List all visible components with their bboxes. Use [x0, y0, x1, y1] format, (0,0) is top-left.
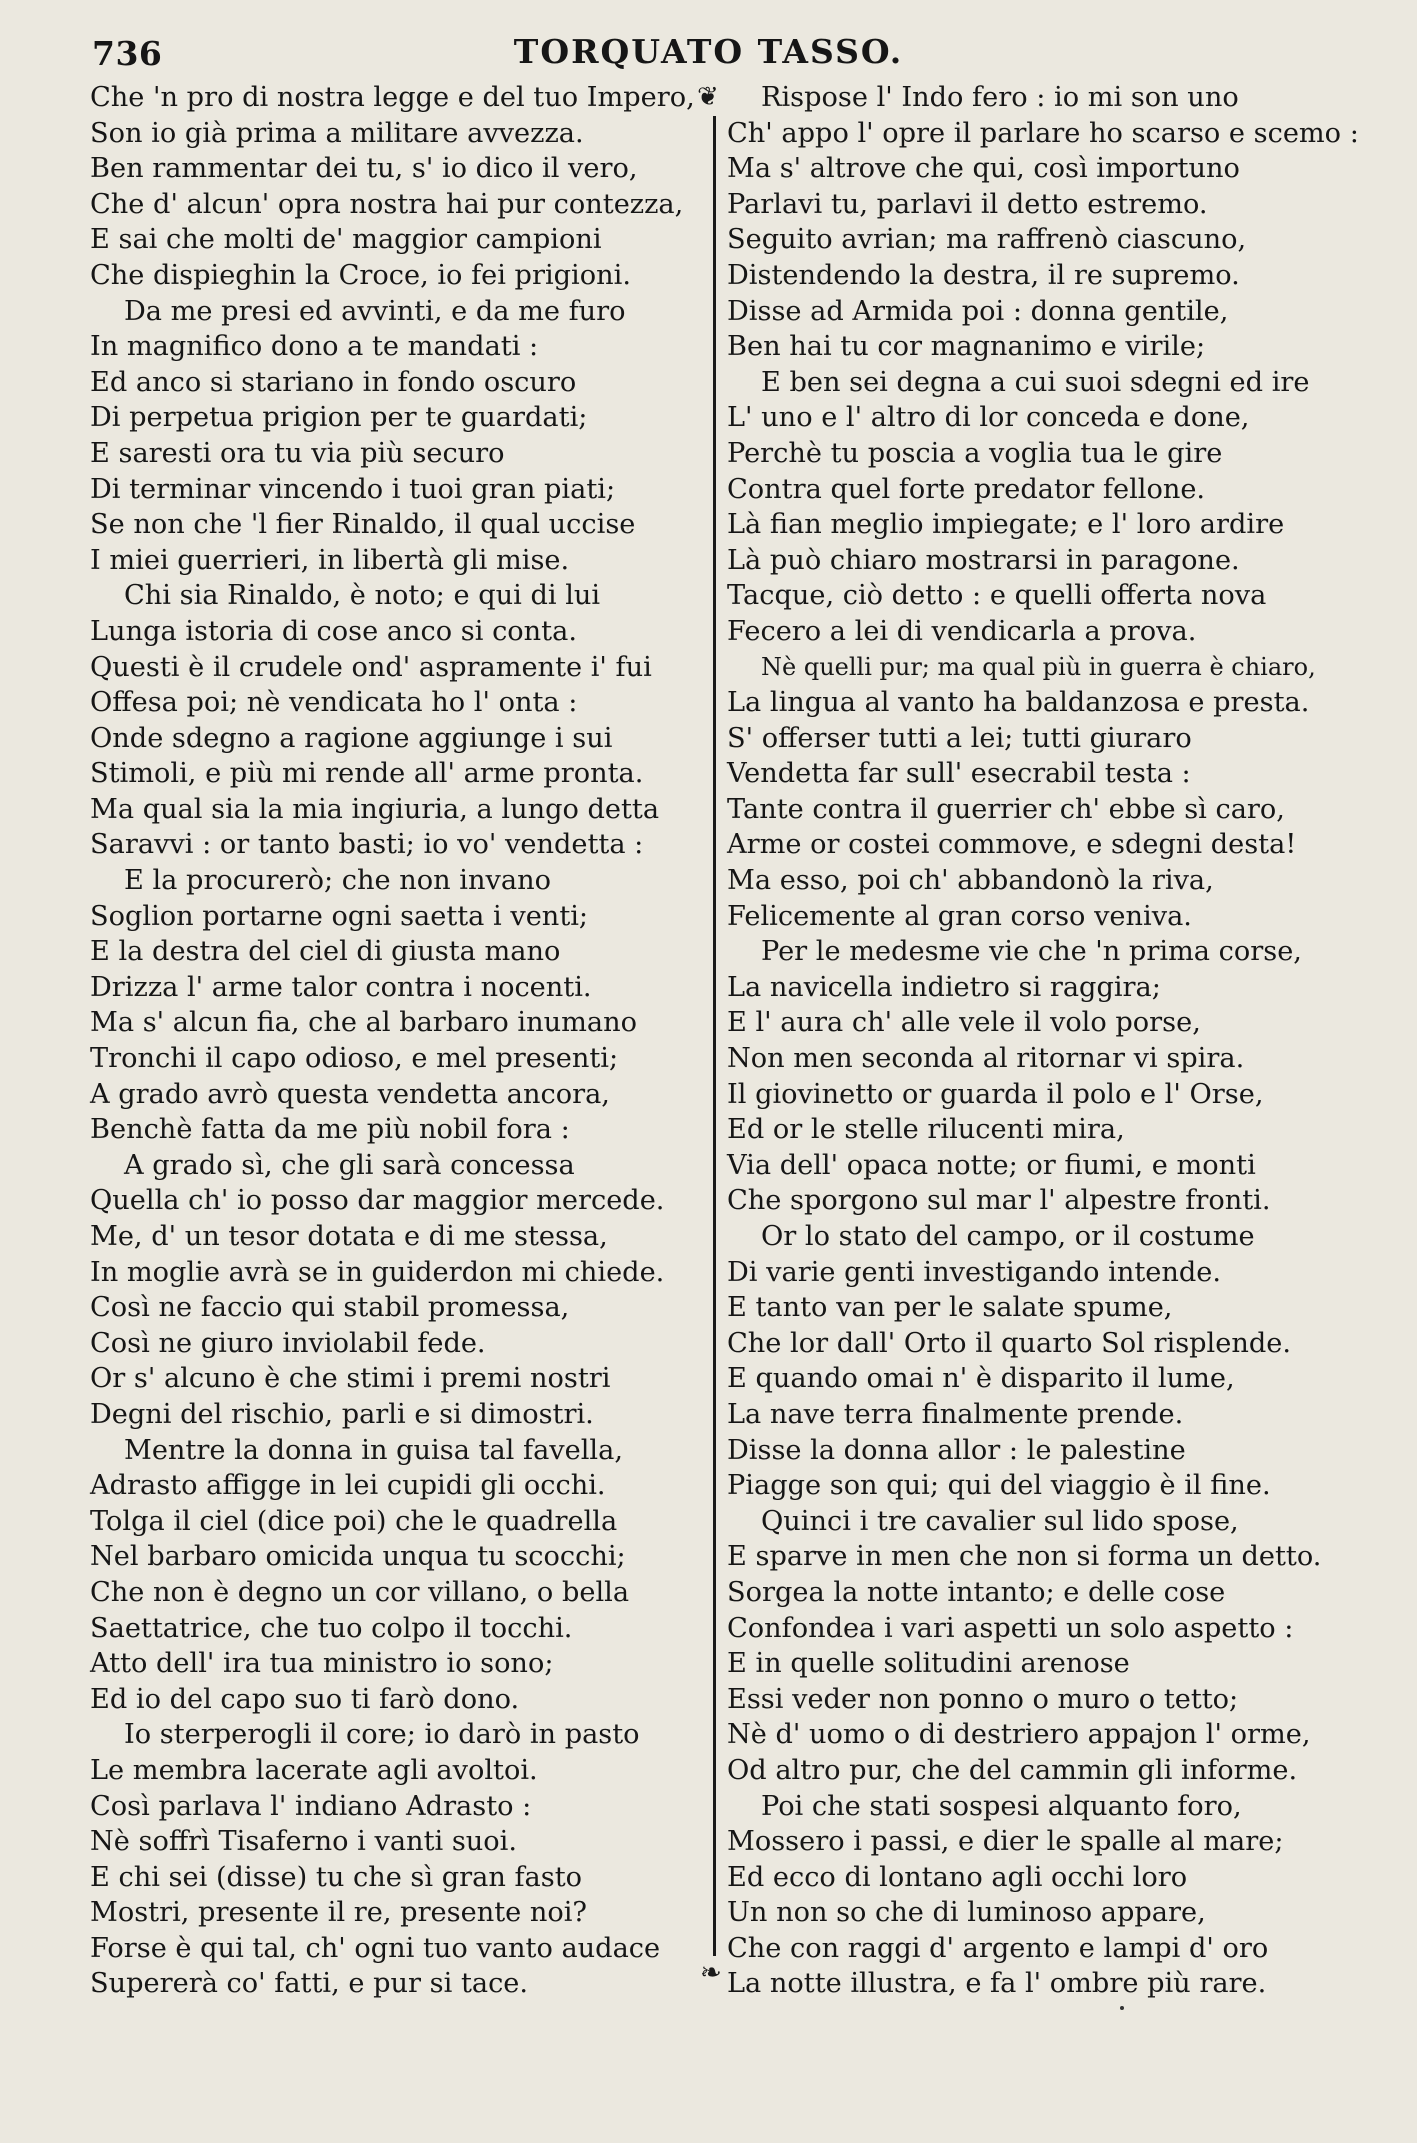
verse-line: Ed io del capo suo ti farò dono.: [90, 1683, 520, 1715]
verse-line: Che dispieghin la Croce, io fei prigioni.: [90, 259, 631, 291]
verse-line: In moglie avrà se in guiderdon mi chiede.: [90, 1256, 665, 1288]
verse-line: Così parlava l' indiano Adrasto :: [90, 1790, 532, 1822]
verse-line: E saresti ora tu via più securo: [90, 437, 505, 469]
verse-line: Ma s' alcun fia, che al barbaro inumano: [90, 1007, 638, 1039]
verse-line: Onde sdegno a ragione aggiunge i sui: [90, 722, 613, 754]
running-head: TORQUATO TASSO.: [513, 32, 904, 71]
verse-line: E in quelle solitudini arenose: [727, 1648, 1130, 1680]
verse-line: Nè quelli pur; ma qual più in guerra è chiaro,: [761, 652, 1316, 681]
verse-line: Quella ch' io posso dar maggior mercede.: [90, 1185, 665, 1217]
verse-line: I miei guerrieri, in libertà gli mise.: [90, 544, 570, 576]
verse-line: La nave terra finalmente prende.: [727, 1398, 1184, 1430]
verse-line: Le membra lacerate agli avoltoi.: [90, 1754, 538, 1786]
verse-line: Soglion portarne ogni saetta i venti;: [90, 900, 589, 932]
verse-line: Ben hai tu cor magnanimo e virile;: [727, 331, 1206, 363]
verse-line: Ma qual sia la mia ingiuria, a lungo detta: [90, 793, 660, 825]
column-rule: [713, 116, 716, 1956]
ornament-bottom-icon: ❧: [700, 1958, 722, 1988]
verse-line: Ed ecco di lontano agli occhi loro: [727, 1861, 1188, 1893]
verse-line: Nè soffrì Tisaferno i vanti suoi.: [90, 1826, 517, 1858]
verse-line: Tante contra il guerrier ch' ebbe sì caro,: [727, 793, 1285, 825]
verse-line: E la procurerò; che non invano: [124, 865, 551, 897]
verse-line: Per le medesme vie che 'n prima corse,: [761, 936, 1302, 968]
verse-line: Che lor dall' Orto il quarto Sol risplende.: [727, 1327, 1291, 1359]
verse-line: A grado sì, che gli sarà concessa: [124, 1149, 575, 1181]
verse-line: Sorgea la notte intanto; e delle cose: [727, 1576, 1226, 1608]
verse-line: Od altro pur, che del cammin gli informe.: [727, 1754, 1298, 1786]
verse-line: Ma esso, poi ch' abbandonò la riva,: [727, 865, 1214, 897]
verse-line: Stimoli, e più mi rende all' arme pronta.: [90, 758, 644, 790]
verse-line: Contra quel forte predator fellone.: [727, 473, 1206, 505]
verse-line: L' uno e l' altro di lor conceda e done,: [727, 402, 1250, 434]
verse-line: Seguito avrian; ma raffrenò ciascuno,: [727, 224, 1247, 256]
verse-line: Ed or le stelle rilucenti mira,: [727, 1114, 1125, 1146]
ornament-top-icon: ❦: [697, 82, 719, 112]
verse-line: Tolga il ciel (dice poi) che le quadrella: [90, 1505, 618, 1537]
verse-line: Mossero i passi, e dier le spalle al mare;: [727, 1826, 1284, 1858]
verse-line: Felicemente al gran corso veniva.: [727, 900, 1192, 932]
verse-line: Che d' alcun' opra nostra hai pur contezza,: [90, 188, 684, 220]
verse-line: Nel barbaro omicida unqua tu scocchi;: [90, 1541, 626, 1573]
verse-line: Forse è qui tal, ch' ogni tuo vanto audace: [90, 1932, 661, 1964]
ink-speck: [1120, 2006, 1124, 2010]
verse-line: Fecero a lei di vendicarla a prova.: [727, 615, 1197, 647]
verse-line: S' offerser tutti a lei; tutti giuraro: [727, 722, 1192, 754]
verse-line: Che sporgono sul mar l' alpestre fronti.: [727, 1185, 1271, 1217]
verse-line: Ben rammentar dei tu, s' io dico il vero,: [90, 153, 638, 185]
verse-line: Nè d' uomo o di destriero appajon l' orme,: [727, 1719, 1311, 1751]
verse-line: Là fian meglio impiegate; e l' loro ardire: [727, 509, 1285, 541]
verse-line: Mostri, presente il re, presente noi?: [90, 1897, 588, 1929]
verse-line: Or lo stato del campo, or il costume: [761, 1221, 1255, 1252]
verse-line: Un non so che di luminoso appare,: [727, 1897, 1206, 1929]
verse-line: Che 'n pro di nostra legge e del tuo Impero,: [90, 82, 695, 113]
verse-line: Benchè fatta da me più nobil fora :: [90, 1114, 570, 1146]
verse-line: Disse ad Armida poi : donna gentile,: [727, 295, 1229, 327]
verse-line: Offesa poi; nè vendicata ho l' onta :: [90, 687, 578, 719]
verse-line: Distendendo la destra, il re supremo.: [727, 259, 1240, 291]
verse-line: Mentre la donna in guisa tal favella,: [124, 1434, 623, 1466]
verse-line: Se non che 'l fier Rinaldo, il qual uccise: [90, 509, 636, 541]
verse-line: E ben sei degna a cui suoi sdegni ed ire: [761, 366, 1310, 398]
verse-line: Disse la donna allor : le palestine: [727, 1434, 1186, 1466]
verse-line: E quando omai n' è disparito il lume,: [727, 1363, 1235, 1395]
page-number: 736: [92, 34, 163, 73]
verse-line: Vendetta far sull' esecrabil testa :: [727, 758, 1191, 790]
verse-line: Or s' alcuno è che stimi i premi nostri: [90, 1363, 611, 1395]
verse-line: Che con raggi d' argento e lampi d' oro: [727, 1932, 1269, 1964]
verse-line: E l' aura ch' alle vele il volo porse,: [727, 1007, 1201, 1039]
verse-line: A grado avrò questa vendetta ancora,: [90, 1078, 610, 1110]
verse-line: Da me presi ed avvinti, e da me furo: [124, 295, 626, 327]
verse-line: Rispose l' Indo fero : io mi son uno: [761, 82, 1239, 113]
verse-line: Saravvi : or tanto basti; io vo' vendetta :: [90, 829, 644, 861]
verse-line: Di terminar vincendo i tuoi gran piati;: [90, 473, 616, 505]
verse-line: Così ne giuro inviolabil fede.: [90, 1327, 486, 1359]
verse-line: Saettatrice, che tuo colpo il tocchi.: [90, 1612, 573, 1644]
verse-line: Atto dell' ira tua ministro io sono;: [90, 1648, 554, 1680]
verse-line: Là può chiaro mostrarsi in paragone.: [727, 544, 1240, 576]
left-column: [90, 80, 700, 2002]
verse-line: Ma s' altrove che qui, così importuno: [727, 153, 1240, 185]
verse-line: Via dell' opaca notte; or fiumi, e monti: [727, 1149, 1256, 1181]
verse-line: Poi che stati sospesi alquanto foro,: [761, 1790, 1242, 1822]
verse-line: Confondea i vari aspetti un solo aspetto :: [727, 1612, 1294, 1644]
verse-line: Lunga istoria di cose anco si conta.: [90, 615, 577, 647]
verse-line: E tanto van per le salate spume,: [727, 1292, 1173, 1324]
verse-line: Son io già prima a militare avvezza.: [90, 117, 584, 149]
verse-line: E sparve in men che non si forma un detto.: [727, 1541, 1322, 1573]
verse-line: La lingua al vanto ha baldanzosa e presta.: [727, 687, 1310, 719]
verse-line: Perchè tu poscia a voglia tua le gire: [727, 437, 1223, 469]
verse-line: Di varie genti investigando intende.: [727, 1256, 1222, 1288]
verse-line: Ch' appo l' opre il parlare ho scarso e scemo :: [727, 117, 1359, 149]
verse-line: In magnifico dono a te mandati :: [90, 331, 539, 363]
verse-line: Ed anco si stariano in fondo oscuro: [90, 366, 577, 398]
verse-line: Tronchi il capo odioso, e mel presenti;: [90, 1043, 619, 1075]
verse-line: Non men seconda al ritornar vi spira.: [727, 1043, 1245, 1075]
verse-line: Parlavi tu, parlavi il detto estremo.: [727, 188, 1208, 220]
verse-line: Drizza l' arme talor contra i nocenti.: [90, 971, 592, 1003]
verse-line: Chi sia Rinaldo, è noto; e qui di lui: [124, 580, 601, 612]
verse-line: Arme or costei commove, e sdegni desta!: [727, 829, 1297, 861]
verse-line: Adrasto affigge in lei cupidi gli occhi.: [90, 1470, 606, 1502]
verse-line: Così ne faccio qui stabil promessa,: [90, 1292, 570, 1324]
verse-line: E sai che molti de' maggior campioni: [90, 224, 602, 256]
verse-line: Questi è il crudele ond' aspramente i' fui: [90, 651, 652, 683]
verse-line: La notte illustra, e fa l' ombre più rare.: [727, 1968, 1267, 2000]
verse-line: Essi veder non ponno o muro o tetto;: [727, 1683, 1239, 1715]
verse-line: Di perpetua prigion per te guardati;: [90, 402, 588, 434]
verse-line: Piagge son qui; qui del viaggio è il fine.: [727, 1470, 1271, 1502]
verse-line: Tacque, ciò detto : e quelli offerta nova: [727, 580, 1267, 612]
verse-line: La navicella indietro si raggira;: [727, 971, 1161, 1003]
verse-line: Degni del rischio, parli e si dimostri.: [90, 1398, 594, 1430]
verse-line: E la destra del ciel di giusta mano: [90, 936, 561, 968]
verse-line: Supererà co' fatti, e pur si tace.: [90, 1968, 529, 2000]
right-column: [727, 80, 1367, 2002]
verse-line: Il giovinetto or guarda il polo e l' Orse,: [727, 1078, 1264, 1110]
verse-line: Me, d' un tesor dotata e di me stessa,: [90, 1221, 608, 1252]
verse-line: Quinci i tre cavalier sul lido spose,: [761, 1505, 1239, 1537]
verse-line: Che non è degno un cor villano, o bella: [90, 1576, 630, 1608]
verse-line: Io sterperogli il core; io darò in pasto: [124, 1719, 640, 1751]
verse-line: E chi sei (disse) tu che sì gran fasto: [90, 1861, 583, 1893]
